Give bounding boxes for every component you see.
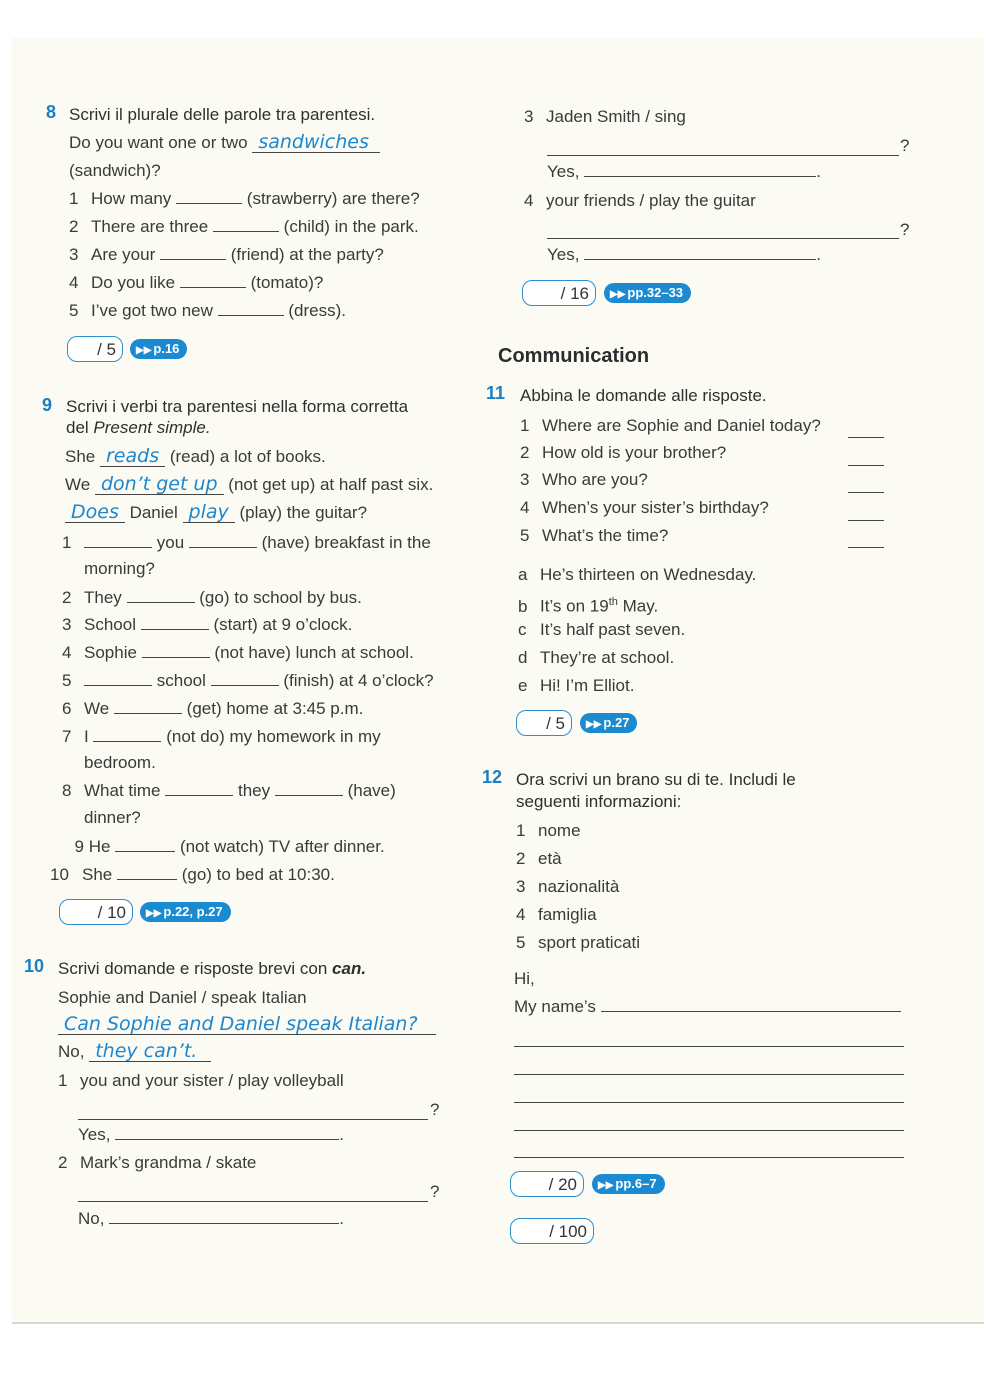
answer-line[interactable] xyxy=(78,1118,428,1120)
writing-line[interactable] xyxy=(514,1073,904,1075)
exercise-9-item-8-cont: dinner? xyxy=(84,808,141,827)
match-blank-5[interactable] xyxy=(848,546,884,548)
fast-forward-icon: ▶▶ xyxy=(610,289,626,300)
match-blank-1[interactable] xyxy=(848,436,884,438)
writing-line[interactable] xyxy=(514,1101,904,1103)
question-mark: ? xyxy=(900,136,910,155)
exercise-12-item-3: 3 nazionalità xyxy=(516,877,620,896)
exercise-9-score-box[interactable]: / 10 xyxy=(59,899,133,925)
exercise-12-title-line-1: Ora scrivi un brano su di te. Includi le xyxy=(516,770,796,789)
exercise-12-item-2: 2 età xyxy=(516,849,562,868)
example-answer: sandwiches xyxy=(252,132,380,153)
answer-blank[interactable] xyxy=(176,189,242,204)
answer-line[interactable] xyxy=(547,154,899,156)
exercise-12-item-4: 4 famiglia xyxy=(516,905,597,924)
exercise-11-page-reference: ▶▶ p.27 xyxy=(580,713,637,733)
answer-blank[interactable] xyxy=(141,615,209,630)
fast-forward-icon: ▶▶ xyxy=(146,908,162,919)
answer-blank[interactable] xyxy=(127,588,195,603)
exercise-8-page-reference: ▶▶ p.16 xyxy=(130,339,187,359)
writing-greeting: Hi, xyxy=(514,969,535,988)
exercise-9-item-10: 10 She (go) to bed at 10:30. xyxy=(50,865,335,884)
answer-blank[interactable] xyxy=(584,245,816,260)
answer-blank[interactable] xyxy=(189,533,257,548)
exercise-10-item-4-short: Yes, . xyxy=(547,245,821,264)
answer-blank[interactable] xyxy=(584,162,816,177)
exercise-12-item-5: 5 sport praticati xyxy=(516,933,641,952)
example-answer: Can Sophie and Daniel speak Italian? xyxy=(58,1014,436,1035)
exercise-10-item-2-prompt: 2 Mark’s grandma / skate xyxy=(58,1153,257,1172)
answer-blank[interactable] xyxy=(213,217,279,232)
exercise-9-item-8: 8 What time they (have) xyxy=(62,781,396,800)
answer-blank[interactable] xyxy=(84,671,152,686)
writing-line[interactable] xyxy=(514,1156,904,1158)
question-mark: ? xyxy=(430,1100,440,1119)
writing-line[interactable] xyxy=(514,1129,904,1131)
answer-blank[interactable] xyxy=(601,997,901,1012)
exercise-11-question-4: 4 When’s your sister’s birthday? xyxy=(520,498,769,517)
fast-forward-icon: ▶▶ xyxy=(598,1180,614,1191)
answer-blank[interactable] xyxy=(211,671,279,686)
exercise-9-item-7: 7 I (not do) my homework in my xyxy=(62,727,381,746)
example-answer: don’t get up xyxy=(95,474,224,495)
exercise-9-item-1-cont: morning? xyxy=(84,559,155,578)
match-blank-4[interactable] xyxy=(848,519,884,521)
example-text: Do you want one or two xyxy=(69,133,248,152)
exercise-10-example-answer-line xyxy=(58,1014,436,1036)
example-answer: Does xyxy=(65,502,125,523)
exercise-12-item-1: 1 nome xyxy=(516,821,581,840)
exercise-9-page-reference: ▶▶ p.22, p.27 xyxy=(140,902,231,922)
exercise-9-item-2: 2 They (go) to school by bus. xyxy=(62,588,362,607)
exercise-9-item-9: 9 He (not watch) TV after dinner. xyxy=(74,837,385,856)
exercise-10-title: Scrivi domande e risposte brevi con can. xyxy=(58,959,367,978)
answer-blank[interactable] xyxy=(218,301,284,316)
answer-blank[interactable] xyxy=(84,533,152,548)
exercise-12-title-line-2: seguenti informazioni: xyxy=(516,792,682,811)
exercise-9-example-2: We don’t get up (not get up) at half past six. xyxy=(65,473,434,495)
exercise-8-number: 8 xyxy=(46,102,57,122)
exercise-11-question-3: 3 Who are you? xyxy=(520,470,648,489)
exercise-9-title-line-1: Scrivi i verbi tra parentesi nella forma corretta xyxy=(66,397,409,416)
exercise-10-item-4-prompt: 4 your friends / play the guitar xyxy=(524,191,756,210)
exercise-9-example-3: Does Daniel play (play) the guitar? xyxy=(65,502,367,524)
exercise-8-item-4: 4 Do you like (tomato)? xyxy=(69,273,324,292)
answer-blank[interactable] xyxy=(115,837,175,852)
exercise-8-item-5: 5 I’ve got two new (dress). xyxy=(69,301,346,320)
exercise-9-title-line-2: del Present simple. xyxy=(66,418,211,437)
total-score-box[interactable]: / 100 xyxy=(510,1218,594,1244)
answer-blank[interactable] xyxy=(117,865,177,880)
exercise-12-page-reference: ▶▶ pp.6–7 xyxy=(592,1174,665,1194)
exercise-10-example-short: No, they can’t. xyxy=(58,1041,211,1063)
exercise-10-item-3-prompt: 3 Jaden Smith / sing xyxy=(524,107,686,126)
exercise-11-number: 11 xyxy=(486,383,506,403)
exercise-9-item-7-cont: bedroom. xyxy=(84,753,156,772)
exercise-12-score-box[interactable]: / 20 xyxy=(510,1171,584,1197)
answer-blank[interactable] xyxy=(93,727,161,742)
exercise-11-answer-a: a He’s thirteen on Wednesday. xyxy=(518,565,757,584)
answer-line[interactable] xyxy=(78,1200,428,1202)
exercise-10-item-2-short: No, . xyxy=(78,1209,344,1228)
exercise-9-item-4: 4 Sophie (not have) lunch at school. xyxy=(62,643,414,662)
writing-line[interactable] xyxy=(514,1045,904,1047)
answer-blank[interactable] xyxy=(180,273,246,288)
writing-name-line: My name’s xyxy=(514,996,901,1018)
exercise-9-number: 9 xyxy=(42,395,53,415)
answer-blank[interactable] xyxy=(115,1125,339,1140)
answer-blank[interactable] xyxy=(165,781,233,796)
question-mark: ? xyxy=(430,1182,440,1201)
exercise-8-item-2: 2 There are three (child) in the park. xyxy=(69,217,419,236)
answer-blank[interactable] xyxy=(114,699,182,714)
exercise-10-example-prompt: Sophie and Daniel / speak Italian xyxy=(58,988,307,1007)
answer-blank[interactable] xyxy=(160,245,226,260)
exercise-10-score-box[interactable]: / 16 xyxy=(522,280,596,306)
answer-line[interactable] xyxy=(547,237,899,239)
fast-forward-icon: ▶▶ xyxy=(136,345,152,356)
exercise-11-question-5: 5 What’s the time? xyxy=(520,526,669,545)
exercise-11-answer-b: b It’s on 19th May. xyxy=(518,596,659,616)
exercise-8-example xyxy=(69,132,380,154)
exercise-10-item-3-short: Yes, . xyxy=(547,162,821,181)
exercise-9-item-3: 3 School (start) at 9 o’clock. xyxy=(62,615,353,634)
exercise-11-title: Abbina le domande alle risposte. xyxy=(520,386,767,405)
example-answer: play xyxy=(183,502,235,523)
exercise-8-score-box[interactable]: / 5 xyxy=(67,336,123,362)
exercise-9-item-5: 5 school (finish) at 4 o’clock? xyxy=(62,671,434,690)
exercise-12-number: 12 xyxy=(482,767,503,787)
exercise-10-item-1-prompt: 1 you and your sister / play volleyball xyxy=(58,1071,344,1090)
exercise-9-example-1: She reads (read) a lot of books. xyxy=(65,445,326,467)
match-blank-2[interactable] xyxy=(848,464,884,466)
exercise-11-question-2: 2 How old is your brother? xyxy=(520,443,727,462)
exercise-11-answer-c: c It’s half past seven. xyxy=(518,620,686,639)
exercise-8-item-3: 3 Are your (friend) at the party? xyxy=(69,245,384,264)
answer-blank[interactable] xyxy=(109,1209,339,1224)
answer-blank[interactable] xyxy=(142,643,210,658)
example-answer: reads xyxy=(100,446,165,467)
exercise-10-item-1-short: Yes, . xyxy=(78,1125,344,1144)
exercise-8-example-hint: (sandwich)? xyxy=(69,161,161,180)
example-answer: they can’t. xyxy=(89,1041,211,1062)
worksheet-page xyxy=(12,38,984,1324)
exercise-9-item-1: 1 you (have) breakfast in the xyxy=(62,533,431,552)
exercise-8-title: Scrivi il plurale delle parole tra parentesi. xyxy=(69,105,376,124)
exercise-11-answer-d: d They’re at school. xyxy=(518,648,675,667)
section-heading-communication: Communication xyxy=(498,345,650,367)
exercise-8-item-1: 1 How many (strawberry) are there? xyxy=(69,189,420,208)
match-blank-3[interactable] xyxy=(848,491,884,493)
exercise-10-page-reference: ▶▶ pp.32–33 xyxy=(604,283,691,303)
exercise-11-score-box[interactable]: / 5 xyxy=(516,710,572,736)
exercise-11-answer-e: e Hi! I’m Elliot. xyxy=(518,676,635,695)
exercise-11-question-1: 1 Where are Sophie and Daniel today? xyxy=(520,416,821,435)
exercise-9-item-6: 6 We (get) home at 3:45 p.m. xyxy=(62,699,364,718)
question-mark: ? xyxy=(900,220,910,239)
answer-blank[interactable] xyxy=(275,781,343,796)
exercise-10-number: 10 xyxy=(24,956,45,976)
fast-forward-icon: ▶▶ xyxy=(586,719,602,730)
